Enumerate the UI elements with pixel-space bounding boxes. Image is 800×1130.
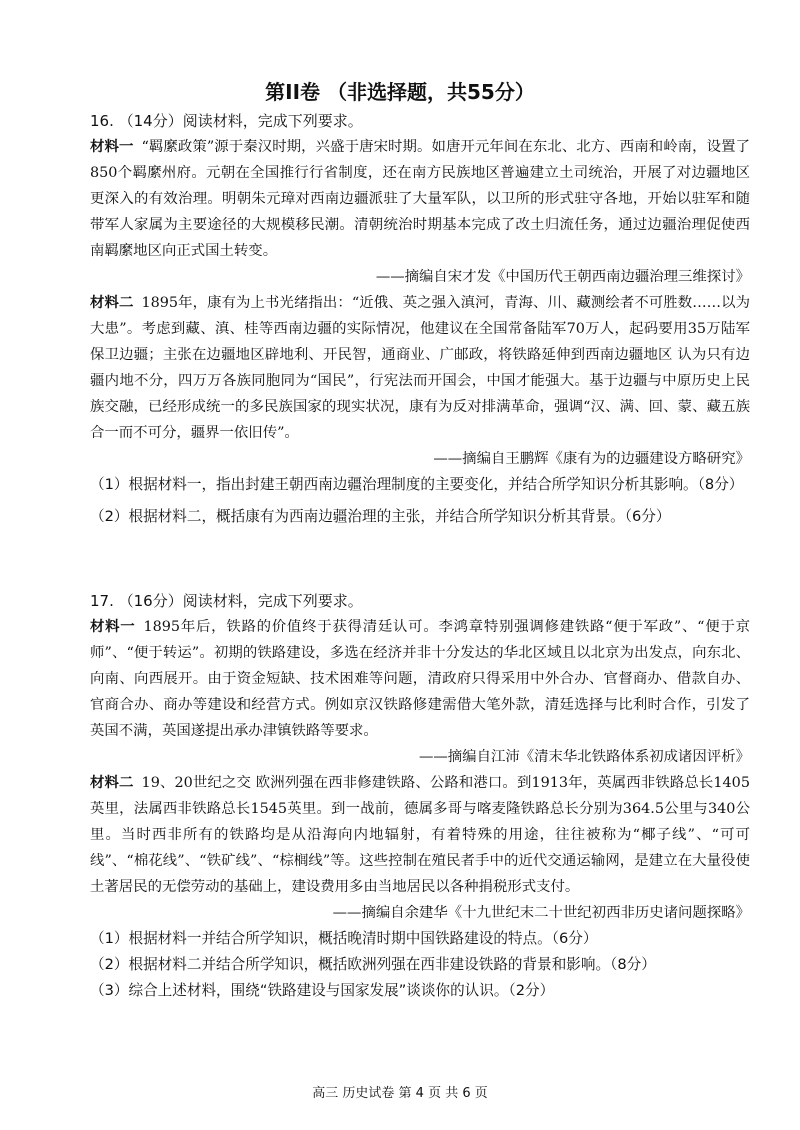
q17-m1-text: 1895年后，铁路的价值终于获得清廷认可。李鸿章特别强调修建铁路“便于军政”、“便于京师”、“便于转运”。初期的铁路建设，多选在经济并非十分发达的华北区域且以北京为出发点，向东北、向南、向西展开。由于资金短缺、技术困难等问题，清政府只得采用中外合办、官督商办、借款自办、官商合办、商办等建设和经营方式。例如京汉铁路修建需借大笔外款，清廷选择与比利时合作，引发了英国不满，英国遂提出承办津镇铁路等要求。 bbox=[90, 619, 750, 739]
q16-m1-source: ——摘编自宋才发《中国历代王朝西南边疆治理三维探讨》 bbox=[375, 269, 750, 285]
question-17 bbox=[90, 588, 750, 1004]
q16-m2-source: ——摘编自王鹏辉《康有为的边疆建设方略研究》 bbox=[433, 451, 750, 467]
q17-header: 17. （16分）阅读材料，完成下列要求。 bbox=[90, 592, 363, 610]
q16-material-1 bbox=[90, 134, 750, 264]
q16-m2-text: 1895年，康有为上书光绪指出：“近俄、英之强入滇河，青海、川、藏测绘者不可胜数……以为大患”。考虑到藏、滇、桂等西南边疆的实际情况，他建议在全国常备陆军70万人，起码要用35万陆军保卫边疆；主张在边疆地区辟地利、开民智，通商业、广邮政，将铁路延伸到西南边疆地区 认为只有边疆内地不分，四万万各族同胞同为“国民”，行宪法而开国会，中国才能强大。基于边疆与中原历史上民族交融，已经形成统一的多民族国家的现实状况，康有为反对排满革命，强调“汉、满、回、蒙、藏五族合一而不可分，疆界一依旧传”。 bbox=[90, 295, 750, 441]
q16-m2-label: 材料二 bbox=[90, 295, 134, 311]
q16-header: 16. （14分）阅读材料，完成下列要求。 bbox=[90, 112, 363, 130]
q17-m1-source: ——摘编自江沛《清末华北铁路体系初成诸因评析》 bbox=[419, 749, 750, 765]
q17-m2-text: 19、20世纪之交 欧洲列强在西非修建铁路、公路和港口。到1913年，英属西非铁路总长1405英里，法属西非铁路总长1545英里。到一战前，德属多哥与喀麦隆铁路总长分别为364.5公里与340公里。当时西非所有的铁路均是从沿海向内地辐射，有着特殊的用途，往往被称为“椰子线”、“可可线”、“棉花线”、“铁矿线”、“棕榈线”等。这些控制在殖民者手中的近代交通运输网，是建立在大量役使土著居民的无偿劳动的基础上，建设费用多由当地居民以各种捐税形式支付。 bbox=[90, 775, 750, 895]
q17-material-2 bbox=[90, 770, 750, 900]
q17-sub-question-3: （3）综合上述材料，围绕“铁路建设与国家发展”谈谈你的认识。（2分） bbox=[90, 982, 555, 999]
q17-m2-label: 材料二 bbox=[90, 775, 134, 791]
q17-sub-question-2: （2）根据材料二并结合所学知识，概括欧洲列强在西非建设铁路的背景和影响。（8分） bbox=[90, 956, 656, 973]
page-footer: 高三 历史试卷 第 4 页 共 6 页 bbox=[312, 1086, 488, 1101]
q16-material-2 bbox=[90, 290, 750, 446]
q17-material-1 bbox=[90, 614, 750, 744]
q16-m1-text: “羁縻政策”源于秦汉时期，兴盛于唐宋时期。如唐开元年间在东北、北方、西南和岭南，设置了850个羁縻州府。元朝在全国推行行省制度，还在南方民族地区普遍建立土司统治，开展了对边疆地区更深入的有效治理。明朝朱元璋对西南边疆派驻了大量军队，以卫所的形式驻守各地，开始以驻军和随带军人家属为主要途径的大规模移民潮。清朝统治时期基本完成了改土归流任务，通过边疆治理促使西南羁縻地区向正式国土转变。 bbox=[90, 139, 750, 259]
section-title: 第II卷 （非选择题，共55分） bbox=[265, 80, 535, 104]
q16-sub-question-2: （2）根据材料二，概括康有为西南边疆治理的主张，并结合所学知识分析其背景。（6分） bbox=[90, 508, 671, 525]
q16-m1-label: 材料一 bbox=[90, 139, 134, 155]
q16-sub-question-1: （1）根据材料一，指出封建王朝西南边疆治理制度的主要变化，并结合所学知识分析其影响。（8分） bbox=[90, 476, 744, 493]
q17-m2-source: ——摘编自余建华《十九世纪末二十世纪初西非历史诸问题探略》 bbox=[332, 905, 750, 921]
q17-m1-label: 材料一 bbox=[90, 619, 136, 635]
question-16 bbox=[90, 108, 750, 530]
q17-sub-question-1: （1）根据材料一并结合所学知识，概括晚清时期中国铁路建设的特点。（6分） bbox=[90, 930, 598, 947]
